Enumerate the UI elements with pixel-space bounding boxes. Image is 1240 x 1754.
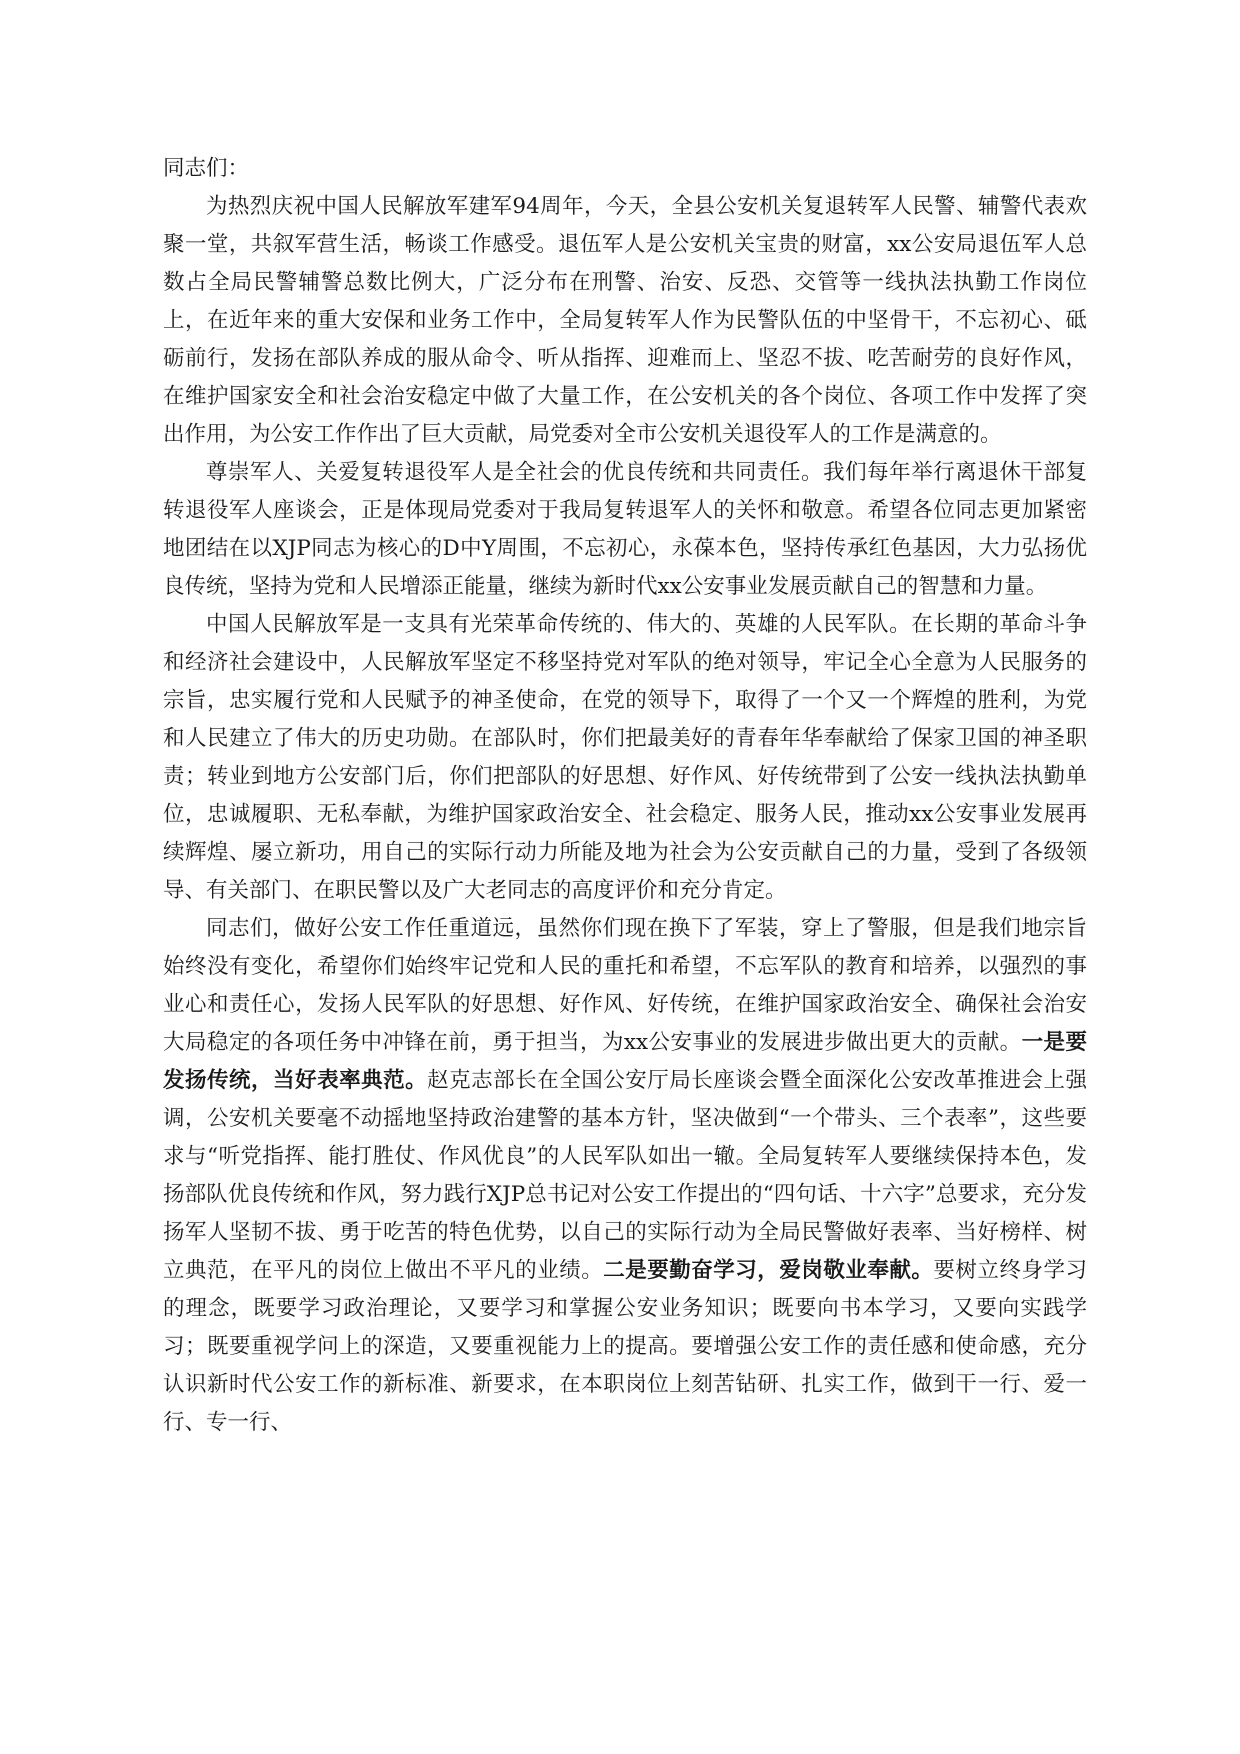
document-body	[163, 150, 1087, 1442]
paragraph-anniversary: 为热烈庆祝中国人民解放军建军94周年，今天，全县公安机关复退转军人民警、辅警代表欢聚一堂，共叙军营生活，畅谈工作感受。退伍军人是公安机关宝贵的财富，xx公安局退伍军人总数占全局民警辅警总数比例大，广泛分布在刑警、治安、反恐、交管等一线执法执勤工作岗位上，在近年来的重大安保和业务工作中，全局复转军人作为民警队伍的中坚骨干，不忘初心、砥砺前行，发扬在部队养成的服从命令、听从指挥、迎难而上、坚忍不拔、吃苦耐劳的良好作风，在维护国家安全和社会治安稳定中做了大量工作，在公安机关的各个岗位、各项工作中发挥了突出作用，为公安工作作出了巨大贡献，局党委对全市公安机关退役军人的工作是满意的。	[163, 194, 1087, 447]
greeting: 同志们：	[163, 156, 250, 181]
paragraph-expectations	[163, 910, 1087, 1442]
point-one-body: 赵克志部长在全国公安厅局长座谈会暨全面深化公安改革推进会上强调，公安机关要毫不动摇地坚持政治建警的基本方针，坚决做到“一个带头、三个表率”，这些要求与“听党指挥、能打胜仗、作风优良”的人民军队如出一辙。全局复转军人要继续保持本色，发扬部队优良传统和作风，努力践行XJP总书记对公安工作提出的“四句话、十六字”总要求，充分发扬军人坚韧不拔、勇于吃苦的特色优势，以自己的实际行动为全局民警做好表率、当好榜样、树立典范，在平凡的岗位上做出不平凡的业绩。	[163, 1068, 1087, 1283]
paragraph-respect-veterans: 尊崇军人、关爱复转退役军人是全社会的优良传统和共同责任。我们每年举行离退休干部复转退役军人座谈会，正是体现局党委对于我局复转退军人的关怀和敬意。希望各位同志更加紧密地团结在以XJP同志为核心的D中Y周围，不忘初心，永葆本色，坚持传承红色基因，大力弘扬优良传统，坚持为党和人民增添正能量，继续为新时代xx公安事业发展贡献自己的智慧和力量。	[163, 460, 1087, 599]
point-two-body: 要树立终身学习的理念，既要学习政治理论，又要学习和掌握公安业务知识；既要向书本学习，又要向实践学习；既要重视学问上的深造，又要重视能力上的提高。要增强公安工作的责任感和使命感，充分认识新时代公安工作的新标准、新要求，在本职岗位上刻苦钻研、扎实工作，做到干一行、爱一行、专一行、	[163, 1258, 1087, 1435]
expectations-intro: 同志们，做好公安工作任重道远，虽然你们现在换下了军装，穿上了警服，但是我们地宗旨始终没有变化，希望你们始终牢记党和人民的重托和希望，不忘军队的教育和培养，以强烈的事业心和责任心，发扬人民军队的好思想、好作风、好传统，在维护国家政治安全、确保社会治安大局稳定的各项任务中冲锋在前，勇于担当，为xx公安事业的发展进步做出更大的贡献。	[163, 916, 1087, 1055]
point-two-heading: 二是要勤奋学习，爱岗敬业奉献。	[603, 1258, 934, 1283]
point-one-heading: 一是要发扬传统，当好表率典范。	[163, 1030, 1087, 1093]
paragraph-pla-history: 中国人民解放军是一支具有光荣革命传统的、伟大的、英雄的人民军队。在长期的革命斗争和经济社会建设中，人民解放军坚定不移坚持党对军队的绝对领导，牢记全心全意为人民服务的宗旨，忠实履行党和人民赋予的神圣使命，在党的领导下，取得了一个又一个辉煌的胜利，为党和人民建立了伟大的历史功勋。在部队时，你们把最美好的青春年华奉献给了保家卫国的神圣职责；转业到地方公安部门后，你们把部队的好思想、好作风、好传统带到了公安一线执法执勤单位，忠诚履职、无私奉献，为维护国家政治安全、社会稳定、服务人民，推动xx公安事业发展再续辉煌、屡立新功，用自己的实际行动力所能及地为社会为公安贡献自己的力量，受到了各级领导、有关部门、在职民警以及广大老同志的高度评价和充分肯定。	[163, 612, 1087, 903]
